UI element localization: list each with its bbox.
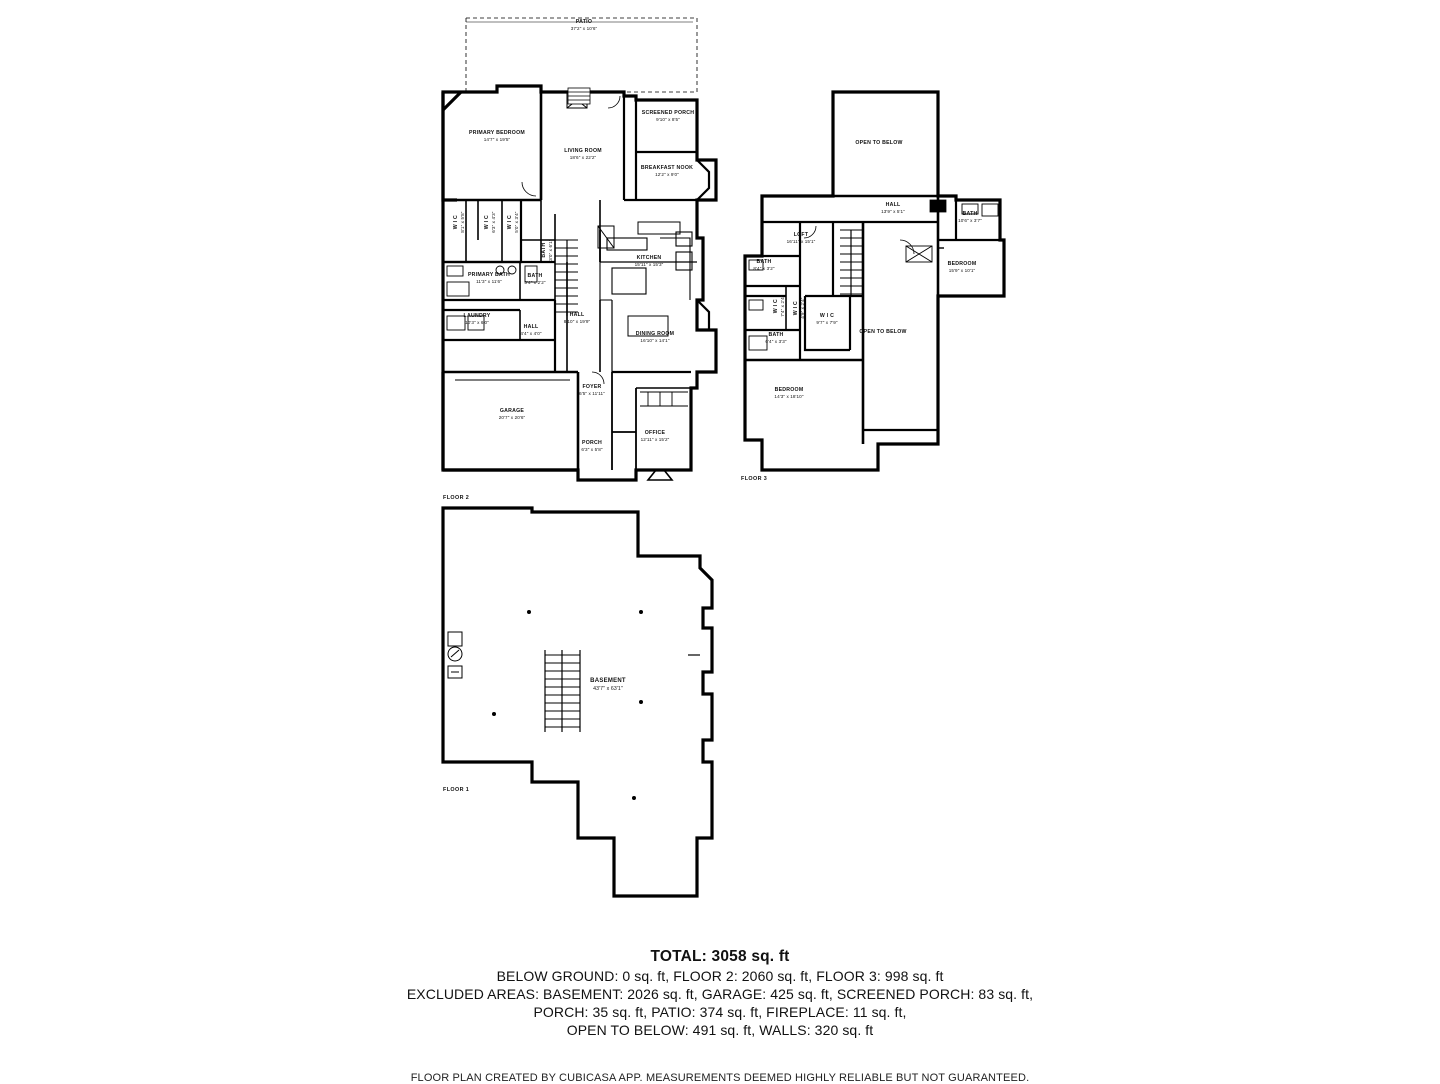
room-name: W I C bbox=[452, 215, 459, 230]
room-name: KITCHEN bbox=[636, 255, 662, 261]
room-name: BEDROOM bbox=[947, 261, 977, 267]
room-name: OPEN TO BELOW bbox=[855, 140, 903, 146]
room-name: W I C bbox=[506, 215, 513, 230]
room-name: HALL bbox=[523, 324, 539, 330]
floor-tag-3: FLOOR 3 bbox=[741, 476, 768, 482]
room-name: BATH bbox=[962, 211, 978, 217]
room-name: W I C bbox=[792, 301, 799, 316]
room-dimensions: 9'7" x 7'9" bbox=[816, 319, 838, 325]
room-name: HALL bbox=[569, 312, 585, 318]
room-dimensions: 20'7" x 20'6" bbox=[498, 414, 526, 420]
room-dimensions: 10'6" x 3'7" bbox=[958, 217, 982, 223]
floor-2-plan bbox=[443, 18, 716, 480]
room-name: PATIO bbox=[575, 19, 593, 25]
room-dimensions: 6'3" x 5'8" bbox=[581, 446, 603, 452]
room-name: OPEN TO BELOW bbox=[859, 329, 907, 335]
room-name: DINING ROOM bbox=[635, 331, 675, 337]
excluded-areas-line-3: OPEN TO BELOW: 491 sq. ft, WALLS: 320 sq. ft bbox=[566, 1022, 874, 1038]
floor-3-plan bbox=[745, 92, 1004, 470]
room-dimensions: 5'4" x 2'2" bbox=[524, 279, 546, 285]
floor-area-line: BELOW GROUND: 0 sq. ft, FLOOR 2: 2060 sq. ft, FLOOR 3: 998 sq. ft bbox=[496, 968, 944, 984]
room-dimensions: 8'10" x 19'9" bbox=[563, 318, 591, 324]
floor-1-plan bbox=[443, 508, 712, 896]
room-name: BATH bbox=[540, 242, 547, 258]
room-dimensions: 12'11" x 15'2" bbox=[640, 436, 670, 442]
room-dimensions: 4'4" x 4'0" bbox=[520, 330, 542, 336]
room-name: OFFICE bbox=[644, 430, 666, 436]
room-name: W I C bbox=[483, 215, 490, 230]
room-name: HALL bbox=[885, 202, 901, 208]
room-dimensions: 43'7" x 63'1" bbox=[593, 685, 623, 692]
room-name: SCREENED PORCH bbox=[641, 110, 695, 116]
room-dimensions: 16'10" x 14'1" bbox=[640, 337, 670, 343]
room-dimensions: 37'2" x 10'6" bbox=[570, 25, 598, 31]
floor-tag-2: FLOOR 2 bbox=[443, 495, 470, 501]
room-dimensions: 14'3" x 18'10" bbox=[774, 393, 804, 399]
room-name: PORCH bbox=[582, 440, 602, 446]
room-name: BEDROOM bbox=[774, 387, 804, 393]
excluded-areas-line-2: PORCH: 35 sq. ft, PATIO: 374 sq. ft, FIREPLACE: 11 sq. ft, bbox=[533, 1004, 907, 1020]
room-dimensions: 15'11" x 15'3" bbox=[634, 261, 664, 267]
room-dimensions: 5'0" x 3'4" bbox=[513, 211, 519, 233]
room-name: BATH bbox=[756, 259, 772, 265]
room-name: FOYER bbox=[582, 384, 602, 390]
room-name: GARAGE bbox=[499, 408, 525, 414]
room-dimensions: 10'3" x 6'0" bbox=[465, 319, 489, 325]
room-name: PRIMARY BATH bbox=[467, 272, 511, 278]
room-name: BASEMENT bbox=[590, 678, 626, 684]
room-name: W I C bbox=[772, 299, 779, 314]
room-name: BATH bbox=[527, 273, 543, 279]
room-dimensions: 16'11" x 15'1" bbox=[786, 238, 816, 244]
excluded-areas-line-1: EXCLUDED AREAS: BASEMENT: 2026 sq. ft, GARAGE: 425 sq. ft, SCREENED PORCH: 83 sq. ft, bbox=[406, 986, 1034, 1002]
room-dimensions: 9'10" x 8'5" bbox=[656, 116, 680, 122]
room-dimensions: 7'4" x 2'4" bbox=[779, 295, 785, 317]
room-name: BATH bbox=[768, 332, 784, 338]
room-dimensions: 12'2" x 9'0" bbox=[655, 171, 679, 177]
room-dimensions: 6'4" x 3'3" bbox=[765, 338, 787, 344]
room-name: LAUNDRY bbox=[463, 313, 491, 319]
room-dimensions: 8'1" x 5'8" bbox=[459, 211, 465, 233]
area-summary bbox=[0, 948, 1440, 1038]
room-dimensions: 3'0" x 6'1" bbox=[547, 239, 553, 261]
floor-tag-1: FLOOR 1 bbox=[443, 787, 470, 793]
room-name: W I C bbox=[819, 313, 835, 319]
room-dimensions: 6'3" x 4'3" bbox=[490, 211, 496, 233]
room-name: BREAKFAST NOOK bbox=[640, 165, 694, 171]
room-dimensions: 18'6" x 22'2" bbox=[569, 154, 597, 160]
room-dimensions: 4'9" x 2'4" bbox=[799, 297, 805, 319]
total-area: TOTAL: 3058 sq. ft bbox=[650, 948, 790, 965]
room-dimensions: 8'4" x 3'2" bbox=[753, 265, 775, 271]
room-dimensions: 6'5" x 11'11" bbox=[579, 390, 605, 396]
room-dimensions: 13'9" x 5'1" bbox=[881, 208, 905, 214]
room-name: PRIMARY BEDROOM bbox=[469, 130, 525, 136]
room-name: LOFT bbox=[793, 232, 809, 238]
room-dimensions: 15'9" x 10'1" bbox=[948, 267, 976, 273]
room-dimensions: 11'3" x 11'6" bbox=[476, 278, 502, 284]
room-dimensions: 14'7" x 19'5" bbox=[483, 136, 511, 142]
room-name: LIVING ROOM bbox=[564, 148, 602, 154]
app-credit: FLOOR PLAN CREATED BY CUBICASA APP. MEASUREMENTS DEEMED HIGHLY RELIABLE BUT NOT GUARANTEED. bbox=[410, 1072, 1030, 1084]
